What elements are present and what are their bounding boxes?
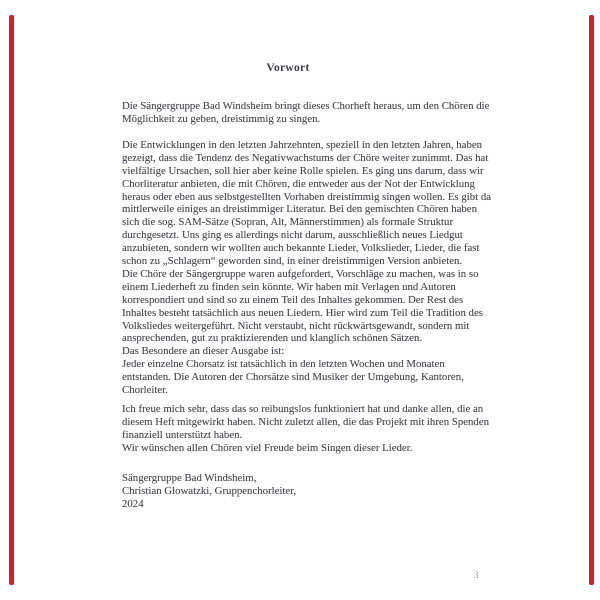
text-line: finanziell unterstützt haben. xyxy=(122,428,243,441)
text-line: schon zu „Schlagern“ geworden sind, in einer dreistimmigen Version anbieten. xyxy=(122,255,463,268)
text-line: 2024 xyxy=(122,497,144,510)
text-line: sich die sog. SAM-Sätze (Sopran, Alt, Männerstimmen) als formale Struktur xyxy=(122,216,454,229)
text-line: heraus oder eben aus selbstgestellten Vorhaben dreistimmig singen wollen. Es gibt da xyxy=(122,190,492,203)
text-line: Die Sängergruppe Bad Windsheim bringt dieses Chorheft heraus, um den Chören die xyxy=(122,100,490,112)
text-line: Christian Glowatzki, Gruppenchorleiter, xyxy=(122,484,297,497)
page-number: 3 xyxy=(474,570,479,580)
red-cover-edge-left xyxy=(9,15,14,585)
signature-block xyxy=(122,472,296,511)
text-line: Wir wünschen allen Chören viel Freude beim Singen dieser Lieder. xyxy=(122,441,413,454)
text-line: Chorleiter. xyxy=(122,383,168,396)
text-line: Ich freue mich sehr, dass das so reibungslos funktioniert hat und danke allen, die an xyxy=(122,403,484,415)
paragraph-5 xyxy=(122,403,489,455)
text-line: Inhaltes besteht tatsächlich aus neuen Liedern. Hier wird zum Teil die Tradition des xyxy=(122,306,483,319)
paragraph-1 xyxy=(122,100,489,126)
text-line: Jeder einzelne Chorsatz ist tatsächlich in den letzten Wochen und Monaten xyxy=(122,357,445,370)
text-line: Volksliedes weitergeführt. Nicht verstaubt, nicht rückwärtsgewandt, sondern mit xyxy=(122,319,470,332)
text-line: Sängergruppe Bad Windsheim, xyxy=(122,472,257,484)
paragraph-3 xyxy=(122,268,483,345)
text-line: korrespondiert und sind so zu einem Teil des Inhaltes gekommen. Der Rest des xyxy=(122,293,464,306)
text-line: vielfältige Ursachen, soll hier aber keine Rolle spielen. Es ging uns darum, dass wir xyxy=(122,164,484,177)
text-line: einem Liederheft zu finden sein könnte. Wir haben mit Verlagen und Autoren xyxy=(122,280,456,293)
text-line: mittlerweile einiges an dreistimmiger Literatur. Bei den gemischten Chören haben xyxy=(122,203,477,216)
text-line: Das Besondere an dieser Ausgabe ist: xyxy=(122,345,285,357)
text-line: durchgesetzt. Uns ging es allerdings nicht darum, ausschließlich neues Liedgut xyxy=(122,229,463,242)
text-line: Die Chöre der Sängergruppe waren aufgefordert, Vorschläge zu machen, was in so xyxy=(122,268,479,280)
page-title: Vorwort xyxy=(266,62,310,74)
text-line: diesem Heft mitgewirkt haben. Nicht zuletzt allen, die das Projekt mit ihren Spenden xyxy=(122,415,489,428)
paragraph-2 xyxy=(122,139,491,268)
red-cover-edge-right xyxy=(589,15,594,585)
paragraph-4 xyxy=(122,345,464,397)
text-line: entstanden. Die Autoren der Chorsätze sind Musiker der Umgebung, Kantoren, xyxy=(122,370,464,383)
text-line: Chorliteratur anbieten, die mit Chören, die entweder aus der Not der Entwicklung xyxy=(122,177,475,190)
text-line: gezeigt, dass die Tendenz des Negativwachstums der Chöre weiter zunimmt. Das hat xyxy=(122,151,489,164)
text-line: Möglichkeit zu geben, dreistimmig zu singen. xyxy=(122,112,321,125)
text-line: ansprechenden, gut zu praktizierenden und klanglich schönen Sätzen. xyxy=(122,332,423,345)
text-line: Die Entwicklungen in den letzten Jahrzehnten, speziell in den letzten Jahren, haben xyxy=(122,139,483,151)
text-line: anzubieten, sondern wir wollten auch bekannte Lieder, Volkslieder, Lieder, die fast xyxy=(122,242,480,255)
